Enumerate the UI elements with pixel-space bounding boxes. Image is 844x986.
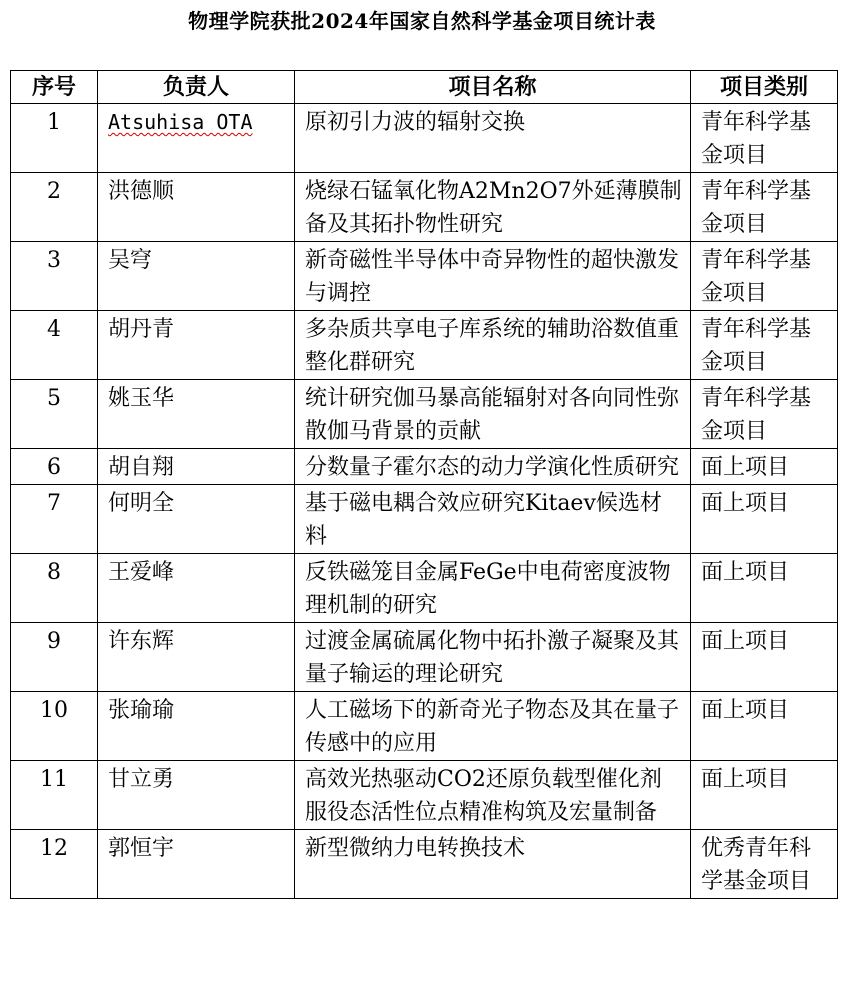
row-leader: 洪德顺 [98,173,295,242]
row-category: 面上项目 [691,692,838,761]
row-leader: 郭恒宇 [98,830,295,899]
row-category: 面上项目 [691,761,838,830]
row-project: 分数量子霍尔态的动力学演化性质研究 [295,449,691,485]
row-leader [98,104,295,173]
row-project: 新奇磁性半导体中奇异物性的超快激发与调控 [295,242,691,311]
table-row [11,311,838,380]
row-index: 3 [11,242,98,311]
project-table [10,70,838,899]
table-row [11,380,838,449]
row-leader: 姚玉华 [98,380,295,449]
row-category: 青年科学基金项目 [691,104,838,173]
row-category: 青年科学基金项目 [691,311,838,380]
header-project-name: 项目名称 [295,71,691,104]
row-index: 11 [11,761,98,830]
row-category: 青年科学基金项目 [691,242,838,311]
row-leader: 胡自翔 [98,449,295,485]
row-index: 2 [11,173,98,242]
row-leader: 张瑜瑜 [98,692,295,761]
row-index: 6 [11,449,98,485]
table-row [11,173,838,242]
table-row [11,242,838,311]
table-row [11,104,838,173]
row-project: 烧绿石锰氧化物A2Mn2O7外延薄膜制备及其拓扑物性研究 [295,173,691,242]
row-index: 1 [11,104,98,173]
row-category: 青年科学基金项目 [691,173,838,242]
table-header-row [11,71,838,104]
row-project: 新型微纳力电转换技术 [295,830,691,899]
row-project: 统计研究伽马暴高能辐射对各向同性弥散伽马背景的贡献 [295,380,691,449]
row-index: 12 [11,830,98,899]
row-leader: 许东辉 [98,623,295,692]
row-project: 过渡金属硫属化物中拓扑激子凝聚及其量子输运的理论研究 [295,623,691,692]
row-index: 8 [11,554,98,623]
row-index: 7 [11,485,98,554]
document-title: 物理学院获批2024年国家自然科学基金项目统计表 [188,9,656,33]
row-category: 青年科学基金项目 [691,380,838,449]
row-leader: 何明全 [98,485,295,554]
row-category: 面上项目 [691,554,838,623]
header-index: 序号 [11,71,98,104]
row-project: 基于磁电耦合效应研究Kitaev候选材料 [295,485,691,554]
table-row [11,449,838,485]
row-project: 原初引力波的辐射交换 [295,104,691,173]
row-category: 面上项目 [691,485,838,554]
row-project: 多杂质共享电子库系统的辅助浴数值重整化群研究 [295,311,691,380]
table-row [11,830,838,899]
row-category: 面上项目 [691,449,838,485]
header-leader: 负责人 [98,71,295,104]
table-row [11,623,838,692]
leader-name: Atsuhisa OTA [108,110,253,134]
header-category: 项目类别 [691,71,838,104]
row-index: 4 [11,311,98,380]
table-row [11,554,838,623]
row-category: 优秀青年科学基金项目 [691,830,838,899]
row-leader: 胡丹青 [98,311,295,380]
row-category: 面上项目 [691,623,838,692]
row-project: 高效光热驱动CO2还原负载型催化剂服役态活性位点精准构筑及宏量制备 [295,761,691,830]
row-leader: 王爱峰 [98,554,295,623]
row-index: 10 [11,692,98,761]
row-index: 5 [11,380,98,449]
row-leader: 甘立勇 [98,761,295,830]
row-project: 反铁磁笼目金属FeGe中电荷密度波物理机制的研究 [295,554,691,623]
row-index: 9 [11,623,98,692]
table-row [11,485,838,554]
table-row [11,692,838,761]
row-leader: 吴穹 [98,242,295,311]
row-project: 人工磁场下的新奇光子物态及其在量子传感中的应用 [295,692,691,761]
table-row [11,761,838,830]
